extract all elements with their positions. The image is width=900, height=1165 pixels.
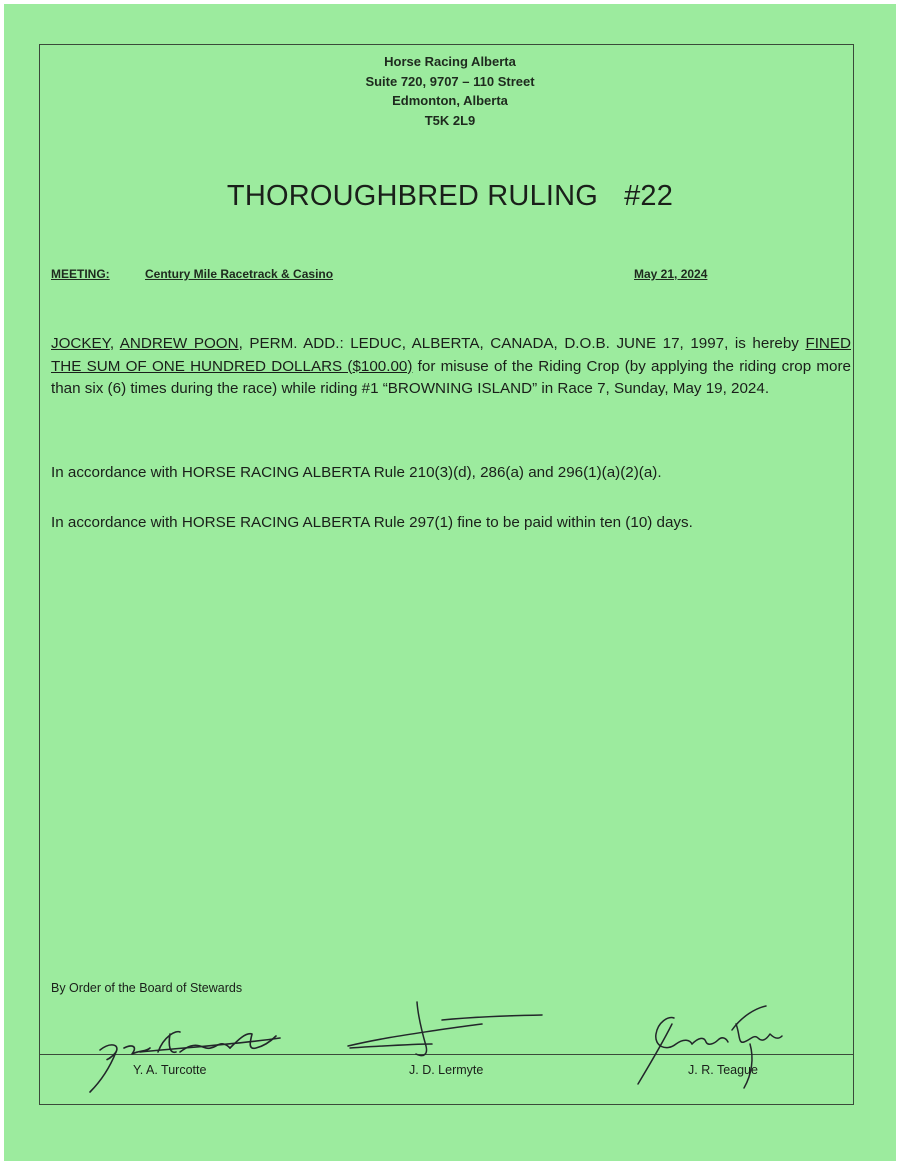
address-line-2: Edmonton, Alberta (392, 93, 508, 108)
ruling-number: #22 (624, 180, 674, 212)
signature-teague (632, 1004, 802, 1092)
separator-text: , (109, 335, 120, 352)
signature-turcotte (80, 1022, 290, 1097)
postal-code: T5K 2L9 (424, 112, 476, 128)
rule-reference-2: In accordance with HORSE RACING ALBERTA Rule 297(1) fine to be paid within ten (10) days. (51, 514, 693, 531)
letterhead (0, 52, 900, 130)
steward-name-turcotte: Y. A. Turcotte (133, 1063, 207, 1077)
meeting-date: May 21, 2024 (634, 267, 708, 281)
fine-text: FINED THE SUM OF ONE HUNDRED DOLLARS ($100.00) (51, 335, 851, 375)
organization-name: Horse Racing Alberta (384, 54, 516, 69)
meeting-label: MEETING: (51, 267, 110, 281)
ruling-text-2: for misuse of the Riding Crop (by applying the riding crop more than six (6) times during the race) while riding #1 “BROWNING ISLAND” in Race 7, Sunday, May 19, 2024. (51, 357, 851, 397)
address-line-1: Suite 720, 9707 – 110 Street (365, 73, 535, 89)
title-text: THOROUGHBRED RULING (226, 180, 599, 212)
order-statement: By Order of the Board of Stewards (51, 981, 243, 995)
rule-reference-1: In accordance with HORSE RACING ALBERTA Rule 210(3)(d), 286(a) and 296(1)(a)(2)(a). (51, 464, 662, 481)
ruling-text-1: , PERM. ADD.: LEDUC, ALBERTA, CANADA, D.O.B. JUNE 17, 1997, is hereby (238, 335, 806, 352)
signature-lermyte (342, 998, 552, 1063)
page-title (0, 180, 900, 213)
jockey-name: ANDREW POON (119, 335, 239, 352)
ruling-paragraph (51, 333, 851, 401)
meeting-venue: Century Mile Racetrack & Casino (145, 267, 334, 281)
steward-name-lermyte: J. D. Lermyte (409, 1063, 484, 1077)
role-text: JOCKEY (51, 335, 110, 352)
steward-name-teague: J. R. Teague (688, 1063, 758, 1077)
